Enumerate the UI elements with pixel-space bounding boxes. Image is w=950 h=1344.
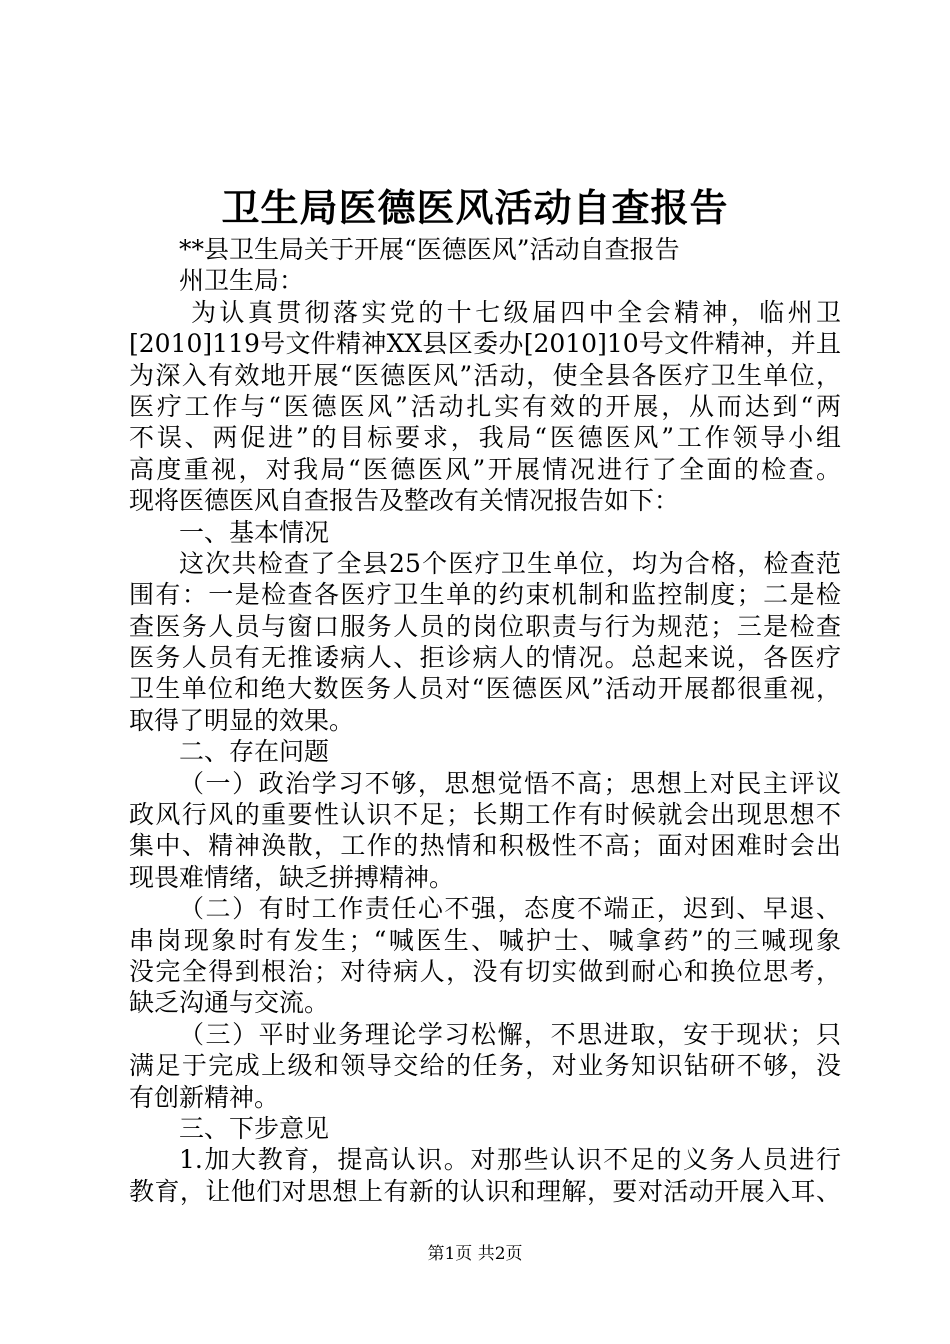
- paragraph-line: 卫生单位和绝大数医务人员对“医德医风”活动开展都很重视，: [129, 674, 841, 704]
- paragraph-line: 查医务人员与窗口服务人员的岗位职责与行为规范；三是检查: [129, 611, 841, 641]
- section-heading: 三、下步意见: [179, 1113, 330, 1143]
- section-heading: 二、存在问题: [179, 737, 330, 767]
- paragraph-line: 医疗工作与“医德医风”活动扎实有效的开展，从而达到“两: [129, 391, 841, 421]
- paragraph-line: 政风行风的重要性认识不足；长期工作有时候就会出现思想不: [129, 800, 841, 830]
- paragraph-line: 为深入有效地开展“医德医风”活动，使全县各医疗卫生单位，: [129, 360, 841, 390]
- paragraph-line: 集中、精神涣散，工作的热情和积极性不高；面对困难时会出: [129, 831, 841, 861]
- paragraph-line: 现畏难情绪，缺乏拼搏精神。: [129, 862, 455, 892]
- document-title: 卫生局医德医风活动自查报告: [221, 185, 729, 230]
- addressee-line: 州卫生局：: [179, 266, 305, 296]
- paragraph-line: （三）平时业务理论学习松懈，不思进取，安于现状；只: [179, 1019, 841, 1049]
- paragraph-line: 满足于完成上级和领导交给的任务，对业务知识钻研不够，没: [129, 1051, 841, 1081]
- paragraph-line: [2010]119号文件精神XX县区委办[2010]10号文件精神，并且: [129, 329, 841, 359]
- subtitle-line: **县卫生局关于开展“医德医风”活动自查报告: [179, 235, 680, 264]
- document-body: [129, 234, 841, 1207]
- paragraph-line: 1.加大教育，提高认识。对那些认识不足的义务人员进行: [179, 1145, 841, 1175]
- paragraph-line: （二）有时工作责任心不强，态度不端正，迟到、早退、: [179, 894, 841, 924]
- paragraph-line: 现将医德医风自查报告及整改有关情况报告如下：: [129, 486, 680, 516]
- section-heading: 一、基本情况: [179, 517, 330, 547]
- paragraph-line: 为认真贯彻落实党的十七级届四中全会精神，临州卫: [191, 297, 841, 327]
- paragraph-line: 教育，让他们对思想上有新的认识和理解，要对活动开展入耳、: [129, 1176, 841, 1206]
- paragraph-line: 医务人员有无推诿病人、拒诊病人的情况。总起来说，各医疗: [129, 643, 841, 673]
- page-footer: 第1页 共2页: [427, 1244, 523, 1264]
- paragraph-line: 围有：一是检查各医疗卫生单的约束机制和监控制度；二是检: [129, 580, 841, 610]
- paragraph-line: 缺乏沟通与交流。: [129, 988, 330, 1018]
- paragraph-line: 取得了明显的效果。: [129, 705, 355, 735]
- paragraph-line: 没完全得到根治；对待病人，没有切实做到耐心和换位思考，: [129, 956, 841, 986]
- paragraph-line: 这次共检查了全县25个医疗卫生单位，均为合格，检查范: [179, 548, 841, 578]
- paragraph-line: 有创新精神。: [129, 1082, 280, 1112]
- paragraph-line: （一）政治学习不够，思想觉悟不高；思想上对民主评议: [179, 768, 841, 798]
- paragraph-line: 串岗现象时有发生；“喊医生、喊护士、喊拿药”的三喊现象: [129, 925, 841, 955]
- paragraph-line: 不误、两促进”的目标要求，我局“医德医风”工作领导小组: [129, 423, 841, 453]
- paragraph-line: 高度重视，对我局“医德医风”开展情况进行了全面的检查。: [129, 454, 841, 484]
